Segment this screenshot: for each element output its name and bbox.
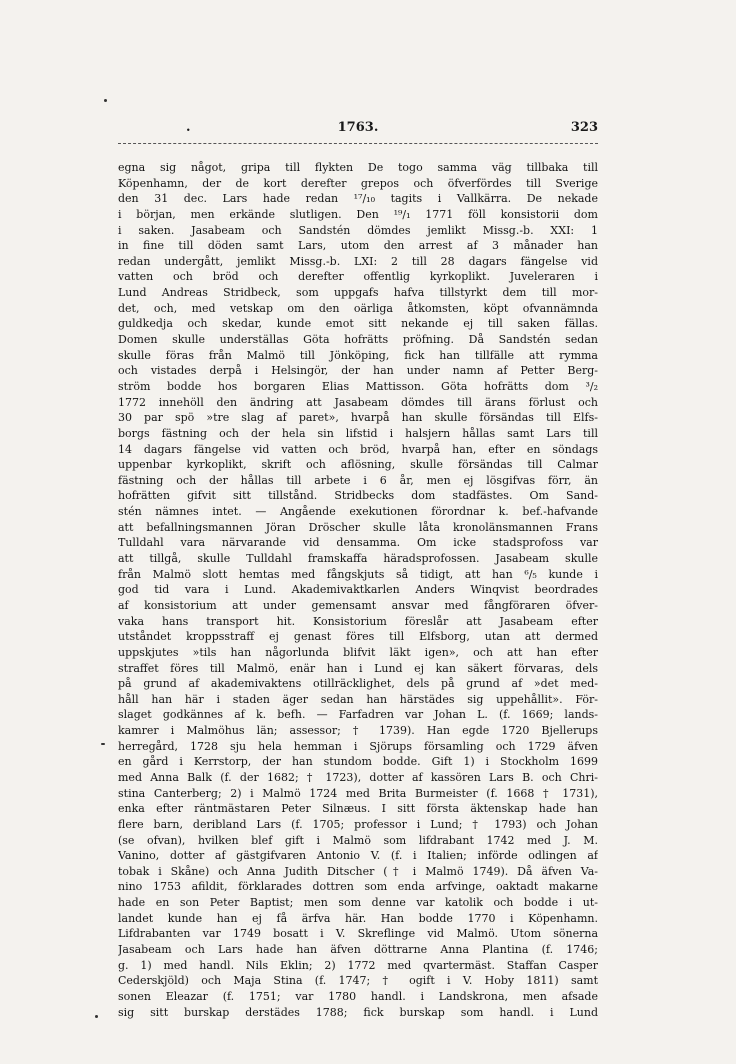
text-line: att tillgå, skulle Tulldahl framskaffa häradsprofossen. Jasabeam skulle [118,552,598,566]
text-line: sig sitt burskap derstädes 1788; fick burskap som handl. i Lund [118,1005,598,1019]
text-line: Jasabeam och Lars hade han äfven döttrarne Anna Plantina (f. 1746; [118,943,598,957]
text-line: stén nämnes intet. — Angående exekutionen förordnar k. bef.-hafvande [118,505,598,519]
text-line: god tid vara i Lund. Akademivaktkarlen Anders Winqvist beordrades [118,583,598,597]
text-line: i början, men erkände slutligen. Den ¹⁹/₁ 1771 föll konsistorii dom [118,207,598,221]
page-year: 1763. [337,120,379,135]
text-line: herregård, 1728 sju hela hemman i Sjörups församling och 1729 äfven [118,739,598,753]
text-line: Köpenhamn, der de kort derefter grepos och öfverfördes till Sverige [118,176,598,190]
text-line: den 31 dec. Lars hade redan ¹⁷/₁₀ tagits i Vallkärra. De nekade [118,192,598,206]
text-line: (se ofvan), hvilken blef gift i Malmö som lifdrabant 1742 med J. M. [118,833,598,847]
text-line: vaka hans transport hit. Konsistorium föreslår att Jasabeam efter [118,614,598,628]
text-line: nino 1753 afildit, förklarades dottren som enda arfvinge, oaktadt makarne [118,880,598,894]
text-line: fästning och der hållas till arbete i 6 år, men ej lösgifvas förr, än [118,473,598,487]
text-line: kamrer i Malmöhus län; assessor; † 1739). Han egde 1720 Bjellerups [118,724,598,738]
text-line: uppenbar kyrkoplikt, skrift och aflösning, skulle försändas till Calmar [118,458,598,472]
text-line: Lund Andreas Stridbeck, som uppgafs hafva tillstyrkt dem till mor- [118,286,598,300]
stray-dot-mark [101,743,105,745]
text-line: af konsistorium att under gemensamt ansvar med fångföraren öfver- [118,598,598,612]
text-line: egna sig något, gripa till flykten De togo samma väg tillbaka till [118,161,598,174]
text-line: och vistades derpå i Helsingör, der han under namn af Petter Berg- [118,364,598,378]
text-line: Lifdrabanten var 1749 bosatt i V. Skreflinge vid Malmö. Utom sönerna [118,927,598,941]
text-line: hofrätten gifvit sitt tillstånd. Stridbecks dom stadfästes. Om Sand- [118,489,598,503]
text-line: 1772 innehöll den ändring att Jasabeam dömdes till ärans förlust och [118,395,598,409]
text-line: i saken. Jasabeam och Sandstén dömdes jemlikt Missg.-b. XXI: 1 [118,223,598,237]
page-header [118,120,598,140]
text-line: stina Canterberg; 2) i Malmö 1724 med Brita Burmeister (f. 1668 † 1731), [118,786,598,800]
text-line: sonen Eleazar (f. 1751; var 1780 handl. i Landskrona, men afsade [118,989,598,1003]
body-text [118,160,598,1020]
text-line: från Malmö slott hemtas med fångskjuts så tidigt, att han ⁶/₅ kunde i [118,567,598,581]
stray-dot-mark [104,99,107,102]
text-line: skulle föras från Malmö till Jönköping, fick han tillfälle att rymma [118,348,598,362]
text-line: landet kunde han ej få ärfva här. Han bodde 1770 i Köpenhamn. [118,911,598,925]
text-line: Tulldahl vara närvarande vid densamma. Om icke stadsprofoss var [118,536,598,550]
text-line: enka efter räntmästaren Peter Silnæus. I sitt första äktenskap hade han [118,802,598,816]
text-line: utståndet kroppsstraff ej genast föres till Elfsborg, utan att dermed [118,630,598,644]
stray-dot-mark [95,1015,98,1018]
text-line: hade en son Peter Baptist; men som denne var katolik och bodde i ut- [118,896,598,910]
text-line: g. 1) med handl. Nils Eklin; 2) 1772 med qvartermäst. Staffan Casper [118,958,598,972]
text-line: med Anna Balk (f. der 1682; † 1723), dotter af kassören Lars B. och Chri- [118,770,598,784]
text-line: Domen skulle underställas Göta hofrätts pröfning. Då Sandstén sedan [118,333,598,347]
text-line: guldkedja och skedar, kunde emot sitt nekande ej till saken fällas. [118,317,598,331]
header-rule [118,143,598,144]
text-line: 14 dagars fängelse vid vatten och bröd, hvarpå han, efter en söndags [118,442,598,456]
text-line: slaget godkännes af k. befh. — Farfadren var Johan L. (f. 1669; lands- [118,708,598,722]
page-number: 323 [570,120,598,135]
header-dot: . [186,120,191,135]
text-line: ström bodde hos borgaren Elias Mattisson. Göta hofrätts dom ³/₂ [118,379,598,393]
text-line: redan undergått, jemlikt Missg.-b. LXI: 2 till 28 dagars fängelse vid [118,254,598,268]
text-line: på grund af akademivaktens otillräcklighet, dels på grund af »det med- [118,677,598,691]
text-line: in fine till döden samt Lars, utom den arrest af 3 månader han [118,239,598,253]
text-line: vatten och bröd och derefter offentlig kyrkoplikt. Juveleraren i [118,270,598,284]
text-line: tobak i Skåne) och Anna Judith Ditscher († i Malmö 1749). Då äfven Va- [118,864,598,878]
text-line: det, och, med vetskap om den oärliga åtkomsten, köpt ofvannämnda [118,301,598,315]
text-line: straffet föres till Malmö, enär han i Lund ej kan säkert förvaras, dels [118,661,598,675]
text-line: flere barn, deribland Lars (f. 1705; professor i Lund; † 1793) och Johan [118,817,598,831]
text-line: 30 par spö »tre slag af paret», hvarpå han skulle försändas till Elfs- [118,411,598,425]
text-line: uppskjutes »tils han någorlunda blifvit läkt igen», och att han efter [118,645,598,659]
text-line: borgs fästning och der hela sin lifstid i halsjern hållas samt Lars till [118,426,598,440]
text-line: en gård i Kerrstorp, der han stundom bodde. Gift 1) i Stockholm 1699 [118,755,598,769]
text-line: Cederskjöld) och Maja Stina (f. 1747; † ogift i V. Hoby 1811) samt [118,974,598,988]
text-line: håll han här i staden äger sedan han härstädes sig uppehållit». För- [118,692,598,706]
text-line: Vanino, dotter af gästgifvaren Antonio V. (f. i Italien; införde odlingen af [118,849,598,863]
text-line: att befallningsmannen Jöran Dröscher skulle låta kronolänsmannen Frans [118,520,598,534]
